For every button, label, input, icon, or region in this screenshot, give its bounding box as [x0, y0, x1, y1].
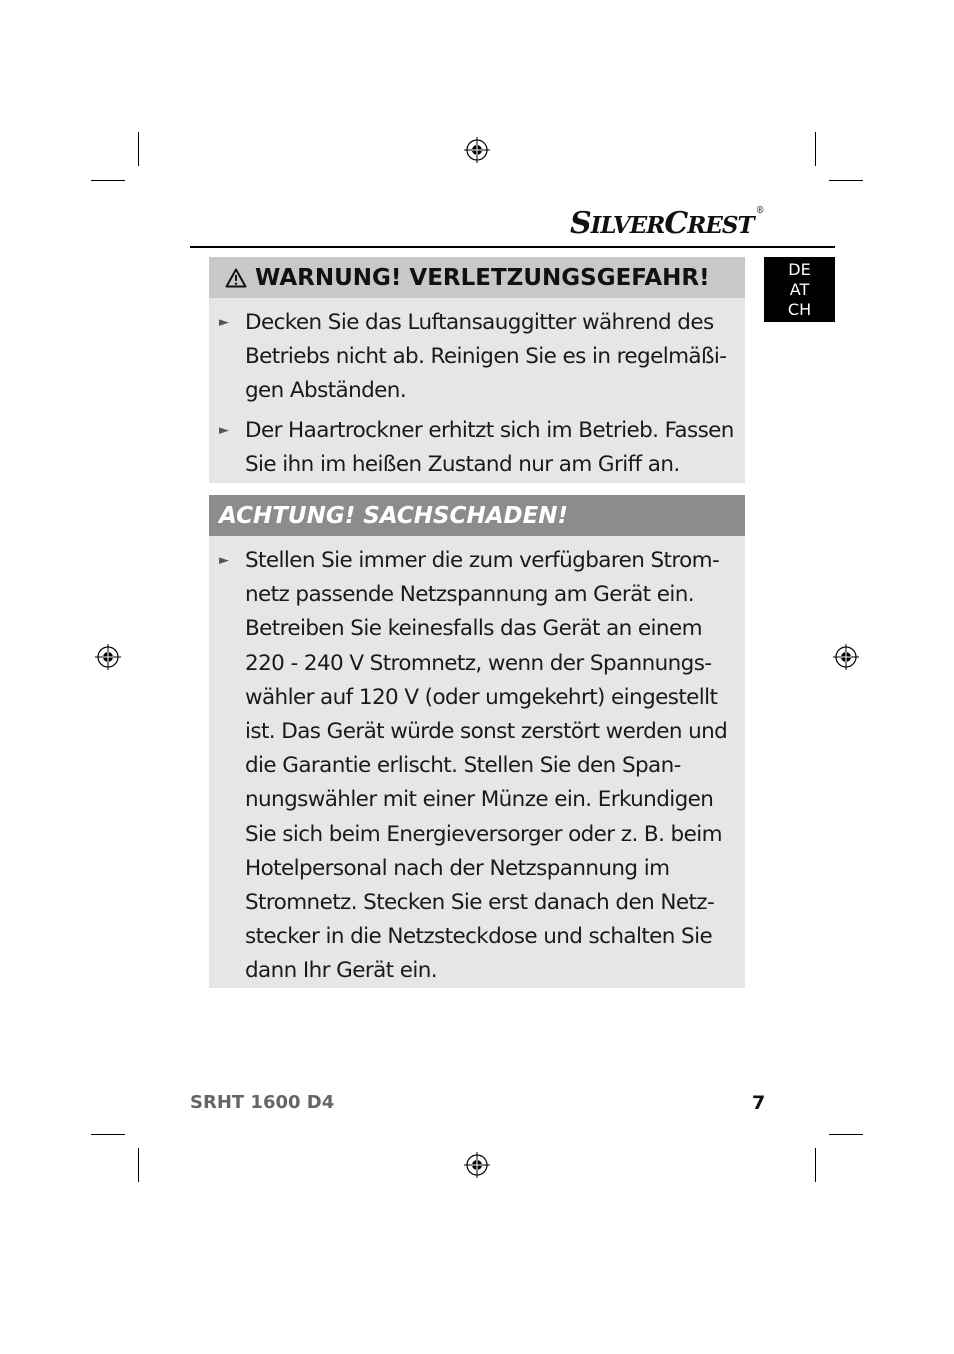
crop-mark	[138, 132, 139, 166]
country-code: AT	[789, 280, 810, 299]
caution-title: ACHTUNG! SACHSCHADEN!	[219, 502, 569, 529]
country-tab	[764, 257, 835, 322]
bullet-arrow-icon: ►	[219, 553, 229, 568]
caution-box	[209, 495, 745, 988]
crop-mark	[138, 1148, 139, 1182]
warning-item: ► Der Haartrockner erhitzt sich im Betrieb. Fassen Sie ihn im heißen Zustand nur am Griff an.	[209, 414, 745, 482]
registration-mark-icon	[464, 137, 490, 163]
warning-triangle-icon	[225, 268, 247, 288]
warning-box	[209, 257, 745, 483]
warning-item: ► Decken Sie das Luftansauggitter während des Betriebs nicht ab. Reinigen Sie es in regelmäßi-gen Abständen.	[209, 306, 745, 409]
caution-item: ► Stellen Sie immer die zum verfügbaren Strom-netz passende Netzspannung am Gerät ein. Betreiben Sie keinesfalls das Gerät an einem 220 - 240 V Stromnetz, wenn der Spannungs-wähler auf 120 V (oder umgekehrt) eingestellt ist. Das Gerät würde sonst zerstört werden und die Garantie erlischt. Stellen Sie den Span-nungswähler mit einer Münze ein. Erkundigen Sie sich beim Energieversorger oder z. B. beim Hotelpersonal nach der Netzspannung im Stromnetz. Stecken Sie erst danach den Netz-stecker in die Netzsteckdose und schalten Sie dann Ihr Gerät ein.	[209, 544, 745, 989]
silvercrest-logo: SILVERCREST®	[570, 206, 764, 241]
bullet-arrow-icon: ►	[219, 422, 229, 438]
registration-mark-icon	[833, 644, 859, 670]
registration-mark-icon	[95, 644, 121, 670]
header-rule	[190, 246, 835, 248]
model-number: SRHT 1600 D4	[190, 1092, 335, 1113]
crop-mark	[829, 1134, 863, 1135]
warning-title: WARNUNG! VERLETZUNGSGEFAHR!	[255, 264, 710, 291]
country-code: DE	[788, 260, 811, 279]
bullet-arrow-icon: ►	[219, 315, 229, 330]
page-number: 7	[752, 1092, 766, 1114]
crop-mark	[91, 180, 125, 181]
registration-mark-icon	[464, 1152, 490, 1178]
warning-header	[209, 257, 745, 298]
caution-header	[209, 495, 745, 536]
crop-mark	[815, 132, 816, 166]
crop-mark	[91, 1134, 125, 1135]
crop-mark	[829, 180, 863, 181]
country-code: CH	[787, 300, 812, 319]
crop-mark	[815, 1148, 816, 1182]
